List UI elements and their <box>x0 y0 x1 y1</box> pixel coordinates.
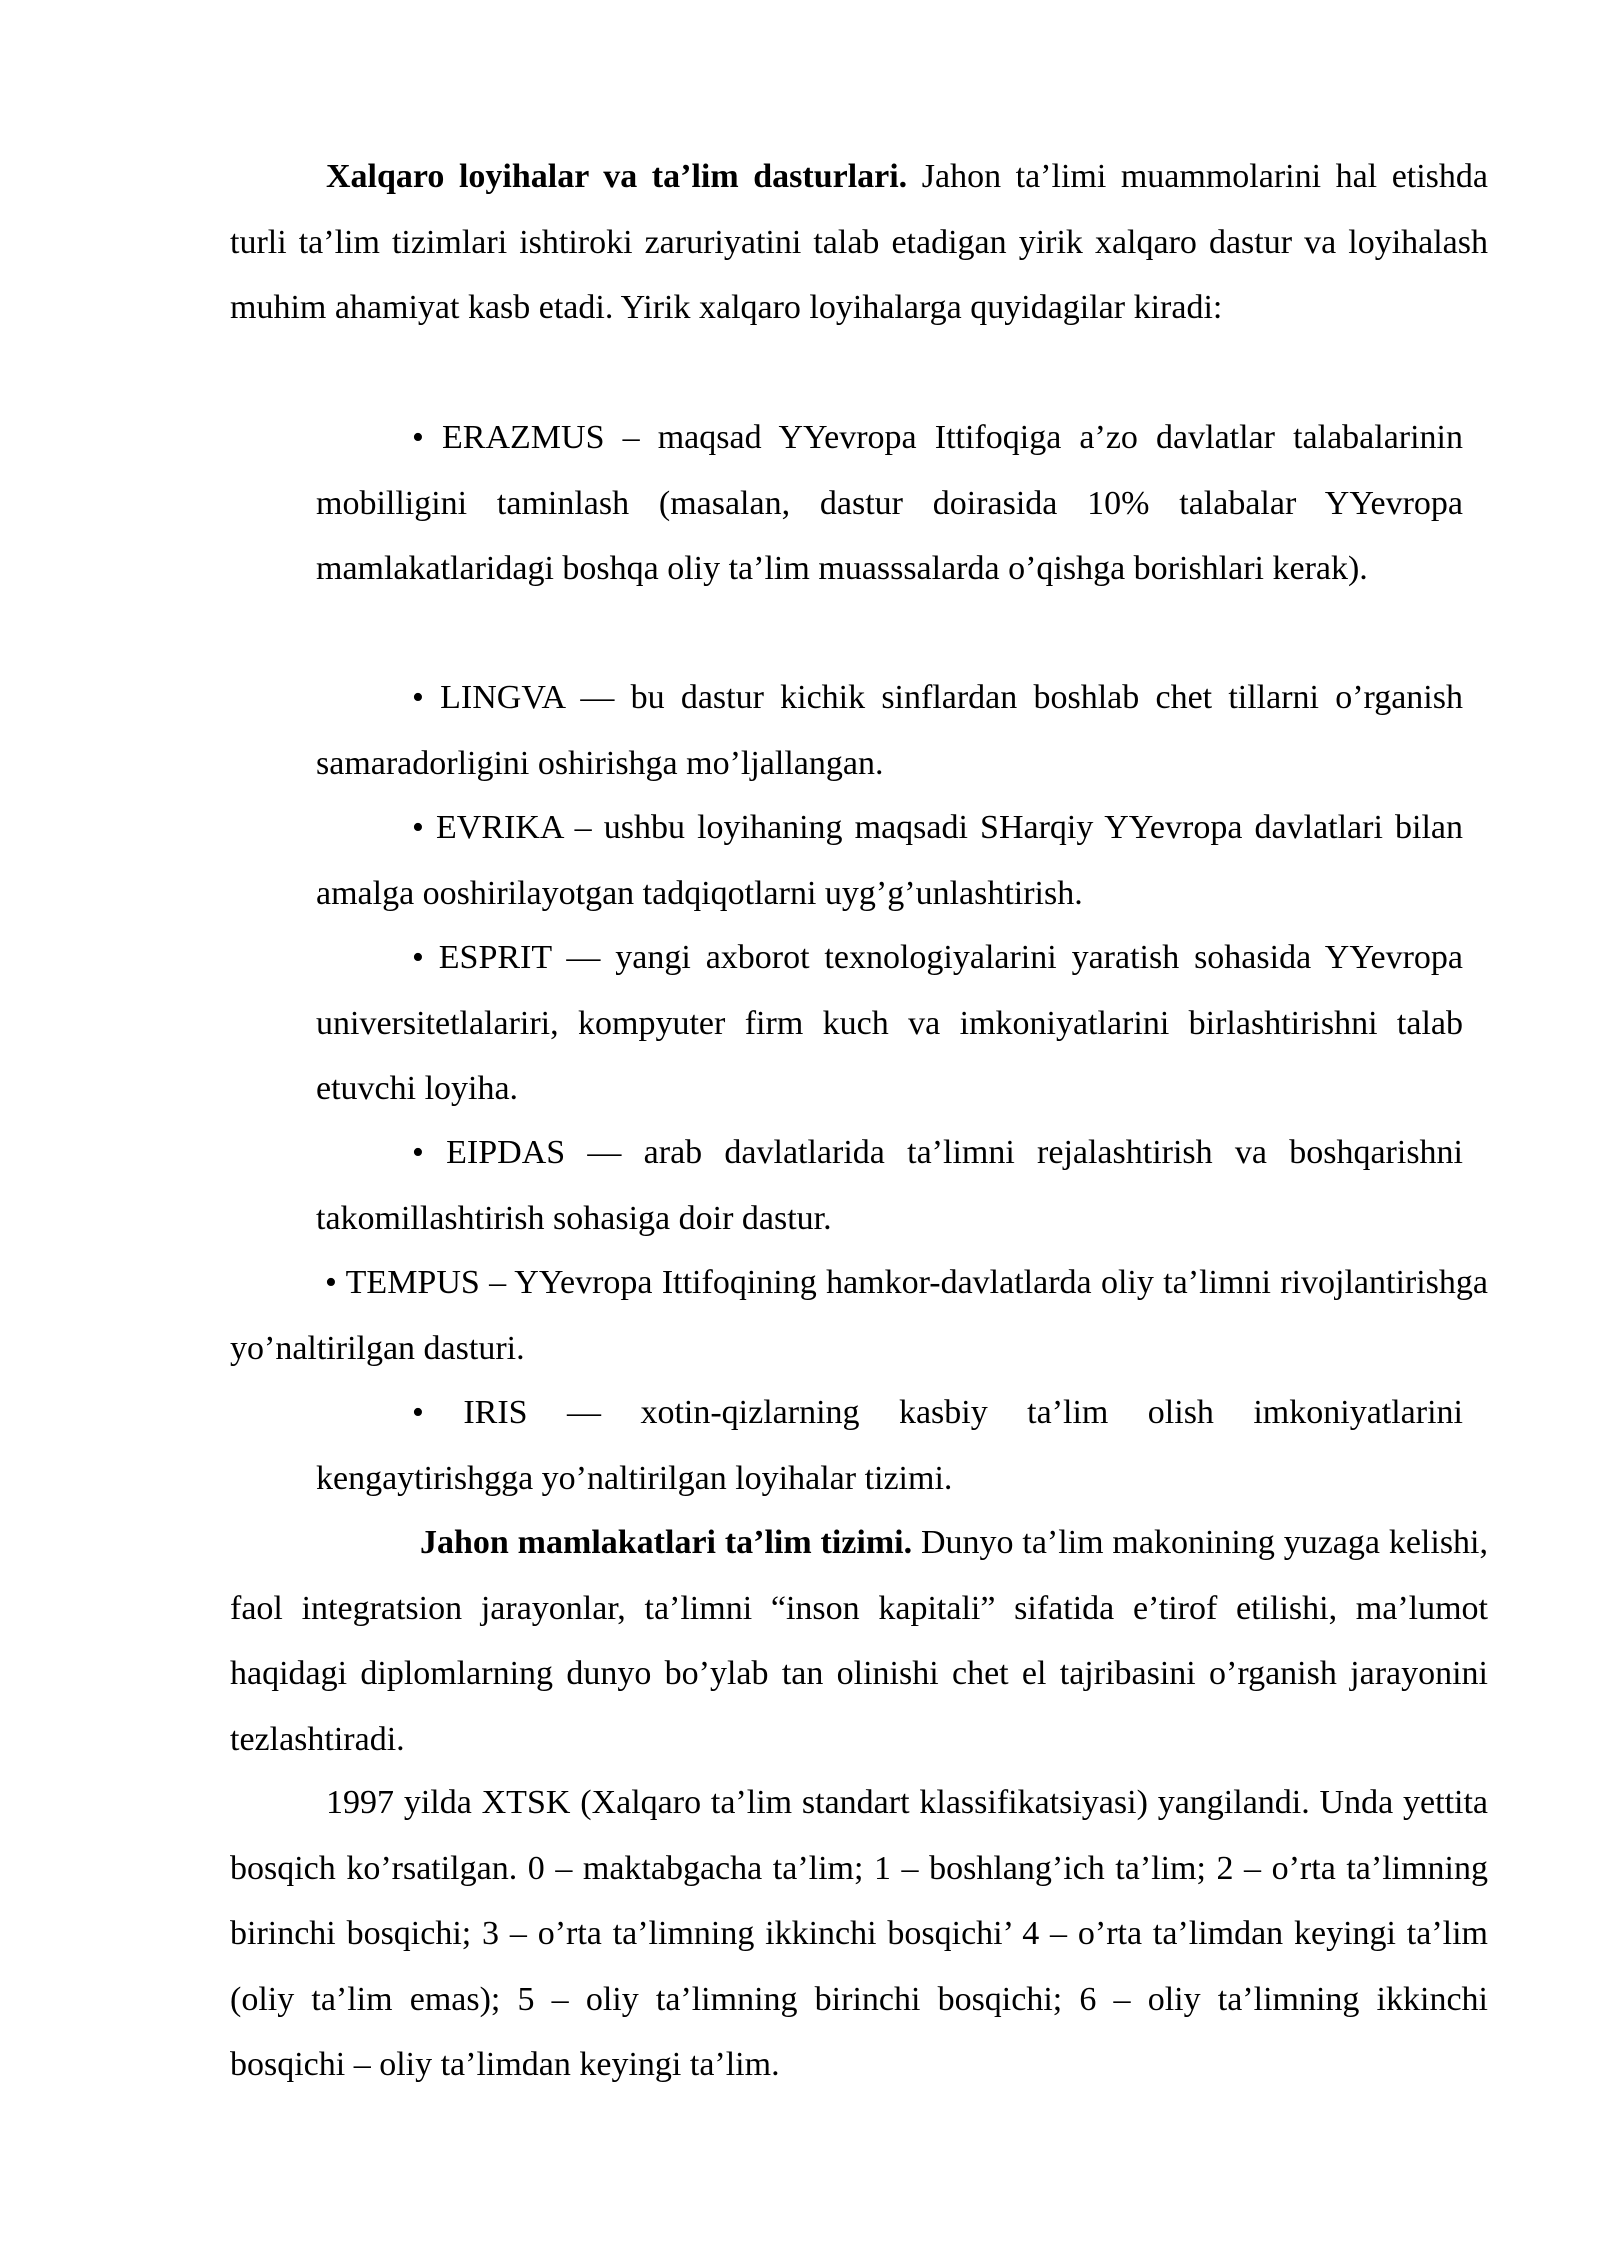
jahon-heading: Jahon mamlakatlari ta’lim tizimi. <box>420 1524 913 1561</box>
list-item-iris: • IRIS — xotin-qizlarning kasbiy ta’lim olish imkoniyatlarini kengaytirishgga yo’naltirilgan loyihalar tizimi. <box>316 1394 1463 1497</box>
list-item-tempus: • TEMPUS – YYevropa Ittifoqining hamkor-davlatlarda oliy ta’limni rivojlantirishga yo’naltirilgan dasturi. <box>230 1264 1488 1367</box>
list-item-lingva: • LINGVA — bu dastur kichik sinflardan boshlab chet tillarni o’rganish samaradorligini oshirishga mo’ljallangan. <box>316 679 1463 782</box>
list-item-erazmus: • ERAZMUS – maqsad YYevropa Ittifoqiga a’zo davlatlar talabalarinin mobilligini taminlash (masalan, dastur doirasida 10% talabalar YYevropa mamlakatlaridagi boshqa oliy ta’lim muasssalarda o’qishga borishlari kerak). <box>316 419 1463 587</box>
jahon-text: Dunyo ta’lim makonining yuzaga kelishi, faol integratsion jarayonlar, ta’limni “inson kapitali” sifatida e’tirof etilishi, ma’lumot haqidagi diplomlarning dunyo bo’ylab tan olinishi chet el tajribasini o’rganish jarayonini tezlashtiradi. <box>230 1524 1488 1758</box>
intro-text: Jahon ta’limi muammolarini hal etishda turli ta’lim tizimlari ishtiroki zaruriyatini talab etadigan yirik xalqaro dastur va loyihalash muhim ahamiyat kasb etadi. Yirik xalqaro loyihalarga quyidagilar kiradi: <box>230 158 1488 326</box>
intro-heading: Xalqaro loyihalar va ta’lim dasturlari. <box>326 158 908 195</box>
jahon-paragraph <box>230 1510 1488 1772</box>
list-item-eipdas: • EIPDAS — arab davlatlarida ta’limni rejalashtirish va boshqarishni takomillashtirish sohasiga doir dastur. <box>316 1134 1463 1237</box>
xtsk-paragraph: 1997 yilda XTSK (Xalqaro ta’lim standart klassifikatsiyasi) yangilandi. Unda yettita bosqich ko’rsatilgan. 0 – maktabgacha ta’lim; 1 – boshlang’ich ta’lim; 2 – o’rta ta’limning birinchi bosqichi; 3 – o’rta ta’limning ikkinchi bosqichi’ 4 – o’rta ta’limdan keyingi ta’lim (oliy ta’lim emas); 5 – oliy ta’limning birinchi bosqichi; 6 – oliy ta’limning ikkinchi bosqichi – oliy ta’limdan keyingi ta’lim. <box>230 1784 1488 2083</box>
list-item-esprit: • ESPRIT — yangi axborot texnologiyalarini yaratish sohasida YYevropa universitetlalariri, kompyuter firm kuch va imkoniyatlarini birlashtirishni talab etuvchi loyiha. <box>316 939 1463 1107</box>
list-item-evrika: • EVRIKA – ushbu loyihaning maqsadi SHarqiy YYevropa davlatlari bilan amalga ooshirilayotgan tadqiqotlarni uyg’g’unlashtirish. <box>316 809 1463 912</box>
intro-paragraph <box>230 144 1488 341</box>
